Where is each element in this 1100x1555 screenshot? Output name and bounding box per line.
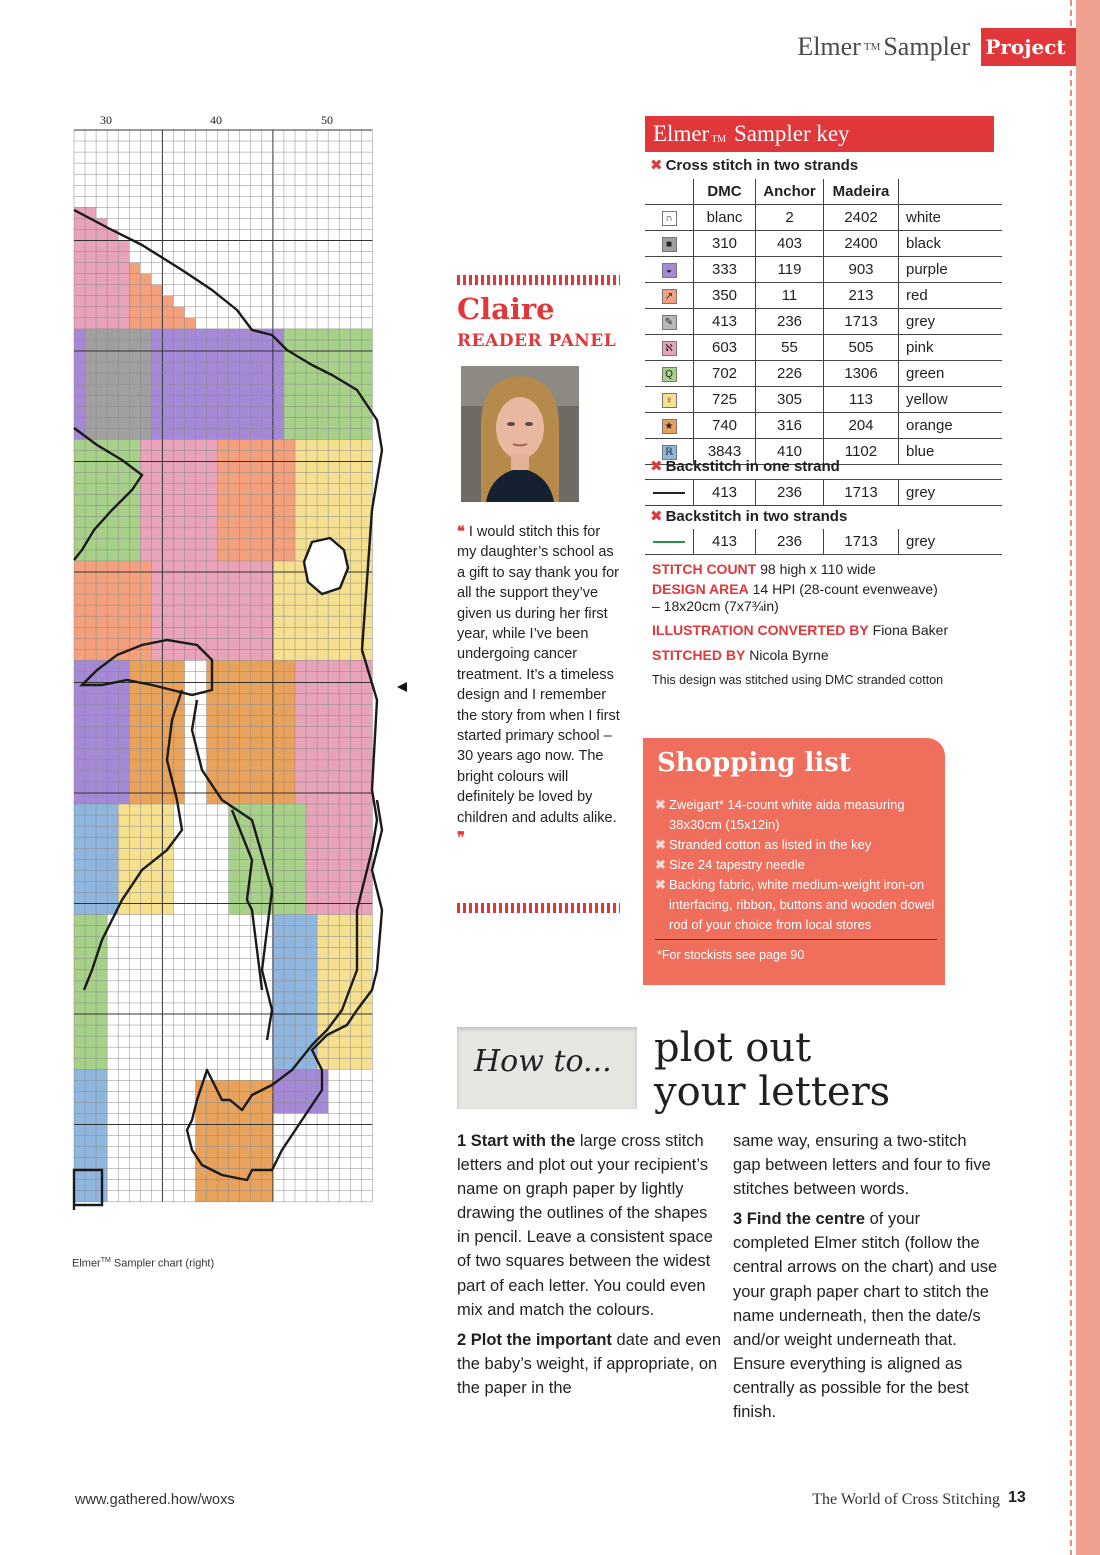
stitch-symbol-icon: ↗ [662, 289, 677, 304]
chart-eye [304, 538, 348, 594]
edge-stripe-dashes [1070, 0, 1072, 1555]
page-number: 13 [1008, 1489, 1026, 1506]
howto-title-line2: your letters [654, 1069, 891, 1115]
cross-bullet-icon: ✖ [655, 877, 666, 892]
key-row: ◒ 333 119 903 purple [645, 257, 1002, 283]
backstitch-line-icon [653, 492, 685, 494]
stitch-symbol-icon: ✎ [662, 315, 677, 330]
shopping-list-item: ✖ Zweigart* 14-count white aida measuring 38x30cm (15x12in) [655, 797, 905, 832]
stitch-symbol-icon: ℝ [662, 445, 677, 460]
reader-quote: ❝ I would stitch this for my daughter’s school as a gift to say thank you for all the support they’ve given us during her first year, while I’ve been undergoing cancer treatment. It’s a timeless design and I remember the story from when I first started primary school – 30 years ago now. The bright colours will definitely be loved by children and adults alike. ❞ [457, 523, 620, 847]
axis-label-40: 40 [210, 113, 222, 127]
key-row: ■ 310 403 2400 black [645, 231, 1002, 257]
stitch-symbol-icon: ℵ [662, 341, 677, 356]
key-table-back-two [645, 529, 1002, 555]
project-tag: Project [981, 28, 1076, 66]
key-row: ℵ 603 55 505 pink [645, 335, 1002, 361]
howto-column-left [457, 1129, 722, 1406]
key-header: Elmer ™ Sampler key [645, 116, 994, 152]
backstitch-green-line-icon [653, 541, 685, 543]
howto-step-3: 3 Find the centre of your completed Elmer stitch (follow the central arrows on the chart) and use your graph paper chart to stitch the name underneath, then the date/s and/or weight underneath that. Ensure everything is aligned as centrally as possible for the best finish. [733, 1210, 998, 1422]
illustration-credit: ILLUSTRATION CONVERTED BY Fiona Baker [652, 622, 949, 638]
key-row: ∩ blanc 2 2402 white [645, 205, 1002, 231]
shopping-list-title: Shopping list [657, 748, 851, 778]
footer-magazine: The World of Cross Stitching [812, 1491, 1000, 1508]
key-section-back-one: ✖ Backstitch in one strand [650, 458, 840, 475]
cross-stitch-chart [72, 110, 407, 1210]
key-row: ✎ 413 236 1713 grey [645, 309, 1002, 335]
howto-step-1: 1 Start with the large cross stitch letters and plot out your recipient’s name on graph paper by lightly drawing the outlines of the shapes in pencil. Leave a consistent space of two squares between the widest part of each letter. You could even mix and match the colours. [457, 1132, 713, 1319]
axis-label-30: 30 [100, 113, 112, 127]
shopping-list [655, 795, 940, 935]
chart-axis-labels [100, 113, 333, 127]
key-section-back-two: ✖ Backstitch in two strands [650, 508, 848, 525]
stitch-symbol-icon: ■ [662, 237, 677, 252]
stockists-note: *For stockists see page 90 [657, 948, 805, 962]
stitch-symbol-icon: ◒ [662, 263, 677, 278]
chart-caption: Elmer™ Sampler chart (right) [72, 1257, 215, 1270]
shopping-divider [655, 939, 937, 940]
cross-bullet-icon: ✖ [650, 458, 663, 475]
cross-bullet-icon: ✖ [650, 157, 663, 174]
key-row-backstitch-one: 413 236 1713 grey [645, 480, 1002, 506]
design-area: DESIGN AREA 14 HPI (28-count evenweave) [652, 581, 938, 597]
cross-bullet-icon: ✖ [655, 797, 666, 812]
key-table [645, 179, 1002, 465]
centre-arrow-marker [397, 682, 407, 692]
key-row: ★ 740 316 204 orange [645, 413, 1002, 439]
reader-photo [461, 366, 579, 502]
axis-label-50: 50 [321, 113, 333, 127]
cross-bullet-icon: ✖ [655, 837, 666, 852]
cross-bullet-icon: ✖ [655, 857, 666, 872]
key-row: ℝ 3843 410 1102 blue [645, 439, 1002, 465]
cross-bullet-icon: ✖ [650, 508, 663, 525]
col-dmc: DMC [694, 179, 756, 205]
key-table-back-one [645, 479, 1002, 506]
stitch-symbol-icon: Q [662, 367, 677, 382]
key-table-header [645, 179, 1002, 205]
key-section-cross: ✖ Cross stitch in two strands [650, 157, 859, 174]
reader-panel-bottom-border [457, 903, 620, 913]
edge-stripe [1076, 0, 1100, 1555]
reader-panel-label: READER PANEL [457, 331, 617, 351]
col-anchor: Anchor [756, 179, 824, 205]
shopping-list-item: ✖ Size 24 tapestry needle [655, 855, 940, 875]
shopping-list-item: ✖ Stranded cotton as listed in the key [655, 835, 940, 855]
stitch-count: STITCH COUNT 98 high x 110 wide [652, 561, 876, 577]
stitch-symbol-icon: ∩ [662, 211, 677, 226]
stitch-symbol-icon: ♀ [662, 393, 677, 408]
howto-label-text: How to... [474, 1044, 612, 1079]
header-title: Elmer ™ Sampler [797, 32, 970, 61]
close-quote-icon: ❞ [457, 829, 465, 847]
reader-name: Claire [457, 292, 555, 326]
design-area-size: – 18x20cm (7x7¾in) [652, 598, 779, 614]
howto-step-2-start: 2 Plot the important date and even the baby’s weight, if appropriate, on the paper in the [457, 1330, 722, 1397]
howto-title-line1: plot out [654, 1025, 812, 1071]
shopping-list-item: ✖ Backing fabric, white medium-weight iron-on interfacing, ribbon, buttons and wooden dowel rod of your choice from local stores [655, 877, 935, 932]
open-quote-icon: ❝ [457, 523, 465, 540]
stitched-credit: STITCHED BY Nicola Byrne [652, 647, 829, 663]
howto-column-right [733, 1129, 998, 1430]
key-row: ↗ 350 11 213 red [645, 283, 1002, 309]
howto-step-2-cont: same way, ensuring a two-stitch gap between letters and four to five stitches between words. [733, 1132, 991, 1199]
col-madeira: Madeira [824, 179, 899, 205]
footer-url: www.gathered.how/woxs [75, 1492, 235, 1508]
key-row: Q 702 226 1306 green [645, 361, 1002, 387]
stitch-symbol-icon: ★ [662, 419, 677, 434]
thread-note: This design was stitched using DMC stranded cotton [652, 673, 944, 687]
key-row-backstitch-two: 413 236 1713 grey [645, 529, 1002, 555]
reader-panel-top-border [457, 275, 620, 285]
key-row: ♀ 725 305 113 yellow [645, 387, 1002, 413]
